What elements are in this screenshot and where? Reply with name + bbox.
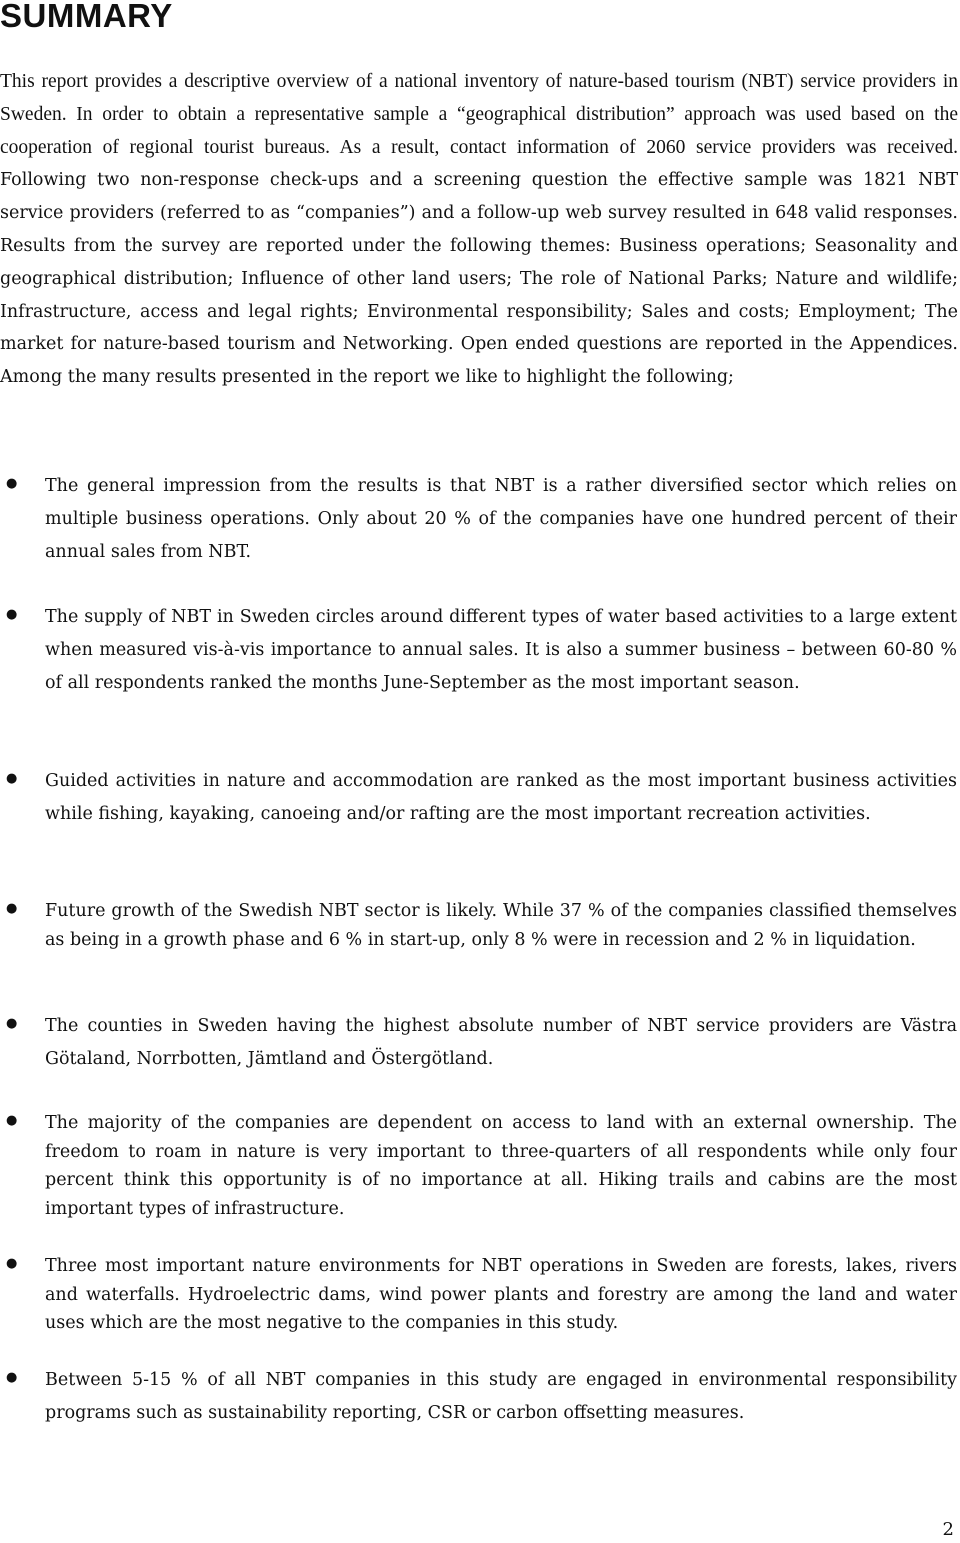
list-item-text: The majority of the companies are dependent on access to land with an external ownership. The freedom to roam in nature is very important to three-quarters of all respondents while only four percent think this opportunity is of no importance at all. Hiking trails and cabins are the most important types of infrastructure.: [45, 1113, 957, 1219]
bullet-icon: ●: [6, 771, 18, 786]
list-item-text: The general impression from the results is that NBT is a rather diversified sector which relies on multiple business operations. Only about 20 % of the companies have one hundred percent of their annual sales from NBT.: [45, 476, 957, 562]
bullet-icon: ●: [6, 1370, 18, 1385]
list-item-text: Three most important nature environments for NBT operations in Sweden are forests, lakes, rivers and waterfalls. Hydroelectric dams, wind power plants and forestry are among the land and water uses which are the most negative to the companies in this study.: [45, 1256, 957, 1334]
bullet-icon: ●: [6, 1256, 18, 1271]
list-item-text: The counties in Sweden having the highest absolute number of NBT service providers are Västra Götaland, Norrbotten, Jämtland and Östergötland.: [45, 1016, 957, 1069]
intro-paragraph: [0, 66, 958, 394]
list-item-text: The supply of NBT in Sweden circles around different types of water based activities to a large extent when measured vis-à-vis importance to annual sales. It is also a summer business – between 60-80 % of all respondents ranked the months June-September as the most important season.: [45, 607, 957, 693]
list-item-text: Guided activities in nature and accommodation are ranked as the most important business activities while fishing, kayaking, canoeing and/or rafting are the most important recreation activities.: [45, 771, 957, 824]
list-item-text: Between 5-15 % of all NBT companies in this study are engaged in environmental responsibility programs such as sustainability reporting, CSR or carbon offsetting measures.: [45, 1370, 957, 1423]
bullet-icon: ●: [6, 1113, 18, 1128]
list-item-text: Future growth of the Swedish NBT sector is likely. While 37 % of the companies classified themselves as being in a growth phase and 6 % in start-up, only 8 % were in recession and 2 % in liquidation.: [45, 901, 957, 950]
bullet-icon: ●: [6, 476, 18, 491]
bullet-icon: ●: [6, 901, 18, 916]
intro-text-part1: This report provides a descriptive overview of a national inventory of nature-based tourism (NBT) service providers in Sweden. In order to obtain a representative sample a “geographical distribution” approach was used based on the cooperation of regional tourist bureaus. As a result, contact information of 2060 service providers was received.: [0, 71, 958, 158]
intro-text-part2: Following two non-response check-ups and a screening question the effective sample was 1821 NBT service providers (referred to as “companies”) and a follow-up web survey resulted in 648 valid responses. Results from the survey are reported under the following themes: Business operations; Seasonality and geographical distribution; Influence of other land users; The role of National Parks; Nature and wildlife; Infrastructure, access and legal rights; Environmental responsibility; Sales and costs; Employment; The market for nature-based tourism and Networking. Open ended questions are reported in the Appendices. Among the many results presented in the report we like to highlight the following;: [0, 170, 958, 388]
bullet-icon: ●: [6, 607, 18, 622]
page-number: 2: [942, 1519, 954, 1540]
section-title: SUMMARY: [0, 0, 173, 34]
bullet-icon: ●: [6, 1016, 18, 1031]
